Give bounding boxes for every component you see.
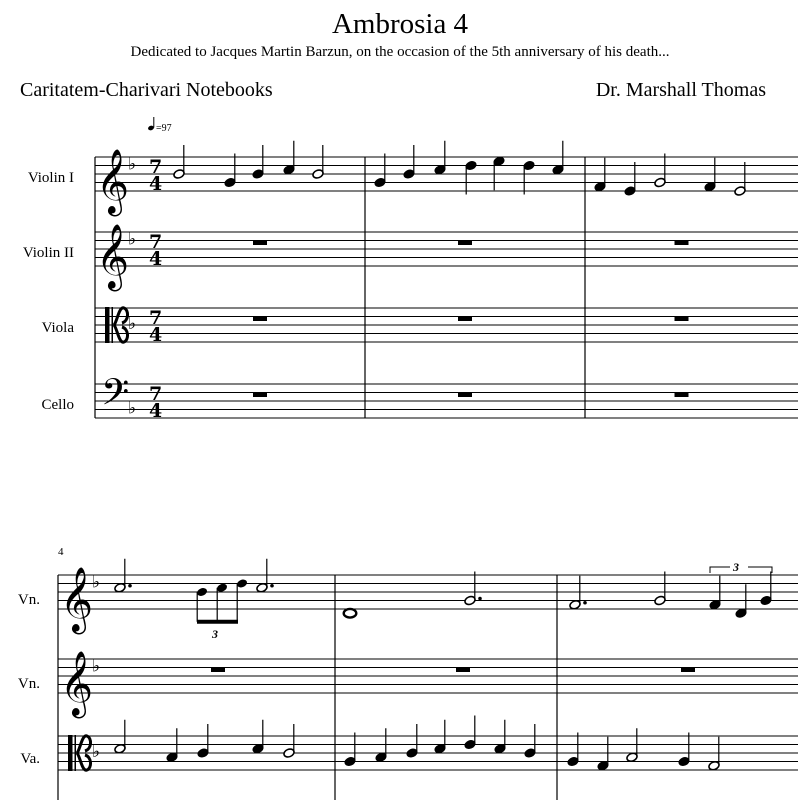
quarter-note [493, 156, 505, 190]
quarter-note [704, 158, 716, 192]
whole-measure-rest [675, 317, 689, 322]
half-note [734, 162, 746, 196]
half-note [173, 145, 185, 179]
quarter-note [465, 160, 477, 194]
instrument-label-vn1-short: Vn. [17, 592, 40, 608]
quarter-note [344, 733, 356, 767]
flat-key-signature-icon: ♭ [128, 229, 137, 250]
quarter-note [524, 724, 536, 758]
quarter-note [597, 737, 609, 771]
quarter-note [760, 572, 772, 606]
half-note [654, 572, 666, 606]
quarter-note [709, 576, 721, 610]
system-2 [58, 546, 798, 800]
flat-key-signature-icon: ♭ [92, 656, 101, 677]
whole-measure-rest [458, 393, 472, 398]
bass-clef-icon: 𝄢 [101, 371, 130, 423]
instrument-label-cello: Cello [41, 397, 74, 413]
instrument-label-viola: Viola [41, 320, 74, 336]
whole-measure-rest [253, 241, 267, 246]
half-note [708, 737, 720, 771]
half-note [283, 724, 295, 758]
flat-key-signature-icon: ♭ [92, 742, 101, 762]
score-composer: Dr. Marshall Thomas [595, 79, 766, 101]
quarter-note [197, 724, 209, 758]
quarter-note [283, 141, 295, 175]
measure-number: 4 [58, 546, 64, 558]
quarter-note [252, 145, 264, 179]
instrument-label-violin-2: Violin II [22, 245, 74, 261]
tempo-text: =97 [156, 123, 172, 134]
treble-clef-icon: 𝄞 [60, 567, 94, 632]
quarter-note [224, 154, 236, 188]
treble-clef-icon: 𝄞 [96, 224, 130, 289]
system-1 [95, 141, 798, 423]
whole-measure-rest [458, 241, 472, 246]
whole-measure-rest [675, 393, 689, 398]
score-title: Ambrosia 4 [331, 8, 469, 40]
quarter-note [406, 724, 418, 758]
quarter-note [434, 720, 446, 754]
quarter-note [464, 716, 476, 750]
tempo-mark [147, 117, 171, 134]
quarter-note [494, 720, 506, 754]
quarter-note [594, 158, 606, 192]
quarter-note [374, 154, 386, 188]
time-signature-denominator: 4 [149, 173, 163, 195]
dhalf-note [114, 559, 132, 593]
whole-measure-rest [681, 668, 695, 673]
treble-clef-icon: 𝄞 [96, 149, 130, 214]
whole-measure-rest [458, 317, 472, 322]
whole-note [344, 609, 357, 618]
flat-key-signature-icon: ♭ [128, 314, 137, 334]
instrument-label-violin-1: Violin I [27, 170, 74, 186]
quarter-note [552, 141, 564, 175]
flat-key-signature-icon: ♭ [128, 398, 137, 419]
time-signature-denominator: 4 [149, 400, 163, 422]
score-collection: Caritatem-Charivari Notebooks [20, 79, 273, 101]
time-signature-numerator: 7 [149, 383, 163, 405]
score-dedication: Dedicated to Jacques Martin Barzun, on the occasion of the 5th anniversary of his death... [130, 44, 670, 60]
flat-key-signature-icon: ♭ [128, 154, 137, 175]
dhalf-note [569, 576, 587, 610]
half-note [312, 145, 324, 179]
quarter-note [678, 733, 690, 767]
quarter-note [567, 733, 579, 767]
half-note [114, 720, 126, 754]
quarter-note [375, 728, 387, 762]
tuplet-bracket [710, 560, 772, 574]
dhalf-note [256, 559, 274, 593]
quarter-note [624, 162, 636, 196]
flat-key-signature-icon: ♭ [92, 572, 101, 593]
treble-clef-icon: 𝄞 [60, 651, 94, 716]
instrument-label-vn2-short: Vn. [17, 676, 40, 692]
half-note [654, 154, 666, 188]
time-signature-numerator: 7 [149, 156, 163, 178]
instrument-label-va-short: Va. [20, 751, 40, 767]
quarter-note [434, 141, 446, 175]
time-signature-numerator: 7 [149, 307, 163, 329]
half-note [626, 728, 638, 762]
quarter-note [166, 728, 178, 762]
quarter-note [403, 145, 415, 179]
quarter-note [735, 584, 747, 618]
quarter-note [252, 720, 264, 754]
whole-measure-rest [675, 241, 689, 246]
whole-measure-rest [211, 668, 225, 673]
time-signature-denominator: 4 [149, 324, 163, 346]
quarter-note [523, 160, 535, 194]
time-signature-numerator: 7 [149, 231, 163, 253]
tuplet-number: 3 [733, 560, 739, 574]
whole-measure-rest [253, 317, 267, 322]
tuplet-number: 3 [212, 626, 218, 641]
whole-measure-rest [253, 393, 267, 398]
time-signature-denominator: 4 [149, 248, 163, 270]
whole-measure-rest [456, 668, 470, 673]
